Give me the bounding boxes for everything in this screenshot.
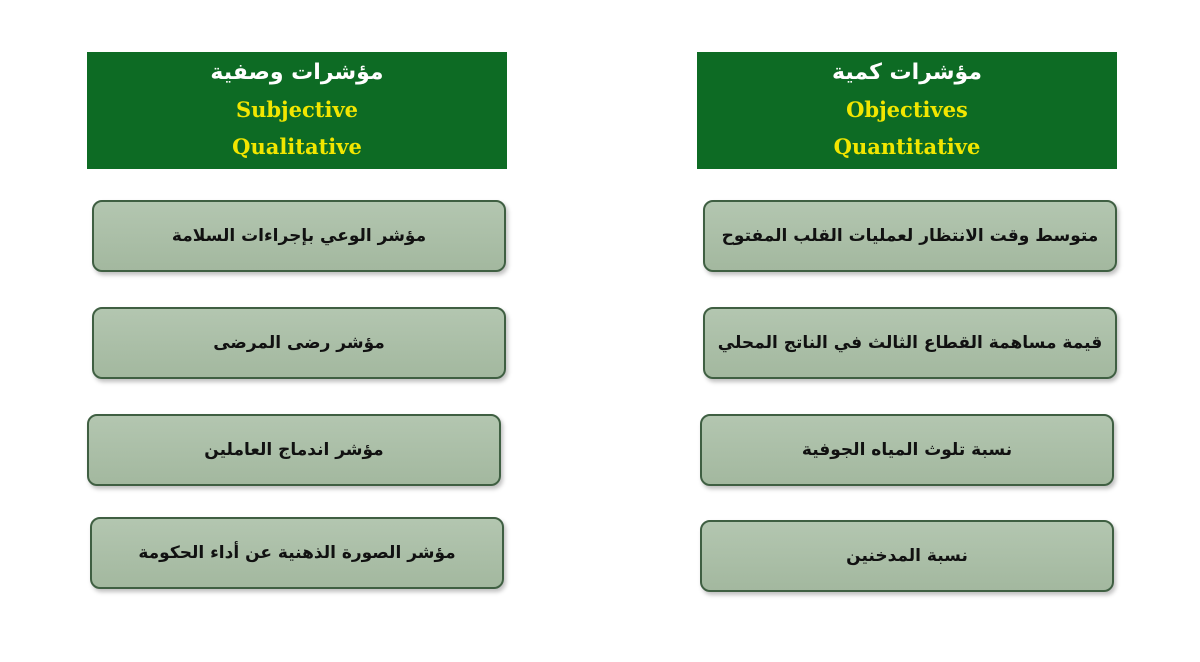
quantitative-item-box (703, 307, 1117, 379)
quantitative-title-en-quantitative: Quantitative (833, 134, 981, 160)
quantitative-item-label: نسبة المدخنين (846, 546, 968, 566)
quantitative-item-label: متوسط وقت الانتظار لعمليات القلب المفتوح (721, 226, 1099, 246)
quantitative-item-box (700, 414, 1114, 486)
quantitative-header (697, 52, 1117, 169)
qualitative-item-label: مؤشر اندماج العاملين (204, 440, 384, 460)
quantitative-item-label: نسبة تلوث المياه الجوفية (801, 440, 1013, 460)
qualitative-item-box (92, 200, 506, 272)
qualitative-item-label: مؤشر الوعي بإجراءات السلامة (171, 226, 427, 246)
qualitative-item-box (87, 414, 501, 486)
qualitative-title-en-subjective: Subjective (235, 97, 359, 123)
qualitative-header (87, 52, 507, 169)
quantitative-item-box (700, 520, 1114, 592)
qualitative-item-label: مؤشر رضى المرضى (213, 333, 385, 353)
qualitative-title-ar: مؤشرات وصفية (210, 59, 384, 85)
quantitative-item-box (703, 200, 1117, 272)
quantitative-item-label: قيمة مساهمة القطاع الثالث في الناتج المحلي (717, 333, 1103, 353)
qualitative-title-en-qualitative: Qualitative (232, 134, 362, 160)
qualitative-item-label: مؤشر الصورة الذهنية عن أداء الحكومة (138, 543, 456, 563)
qualitative-item-box (90, 517, 504, 589)
quantitative-title-en-objectives: Objectives (846, 97, 968, 123)
qualitative-item-box (92, 307, 506, 379)
quantitative-title-ar: مؤشرات كمية (832, 59, 982, 85)
